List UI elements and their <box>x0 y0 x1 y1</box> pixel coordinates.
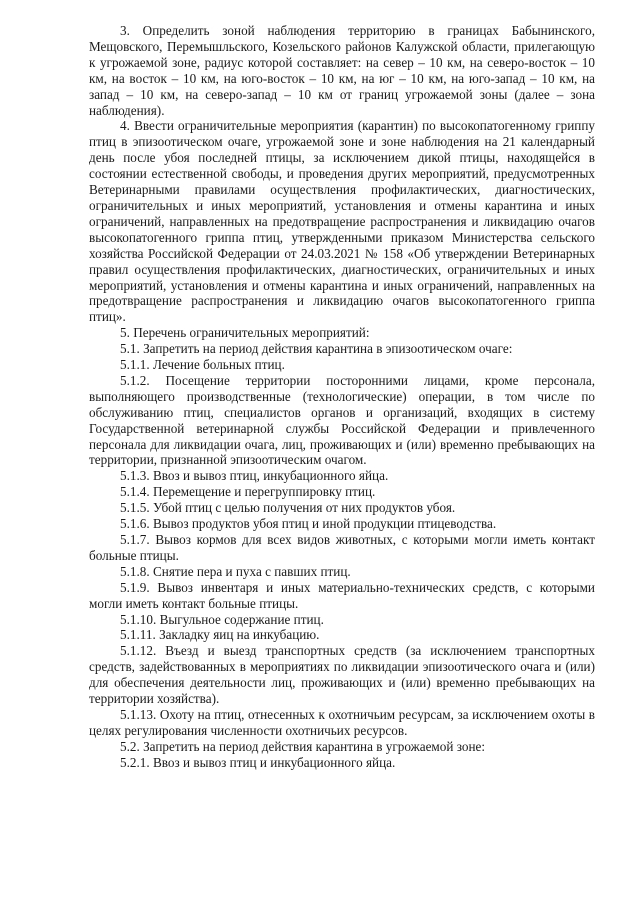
paragraph-3: 3. Определить зоной наблюдения территорию в границах Бабынинского, Мещовского, Перемышльского, Козельского районов Калужской области, прилегающую к угрожаемой зоне, радиус которой составляет: на север – 10 км, на северо-восток – 10 км, на восток – 10 км, на юго-восток – 10 км, на юг – 10 км, на юго-запад – 10 км, на запад – 10 км, на северо-запад – 10 км от границ угрожаемой зоны (далее – зона наблюдения). <box>89 23 595 118</box>
paragraph-5-1: 5.1. Запретить на период действия карантина в эпизоотическом очаге: <box>120 341 513 357</box>
paragraph-5-1-5: 5.1.5. Убой птиц с целью получения от них продуктов убоя. <box>120 500 456 516</box>
paragraph-5-1-8: 5.1.8. Снятие пера и пуха с павших птиц. <box>120 563 351 579</box>
paragraph-5: 5. Перечень ограничительных мероприятий: <box>120 325 370 341</box>
paragraph-5-1-1: 5.1.1. Лечение больных птиц. <box>120 357 285 373</box>
paragraph-5-1-11: 5.1.11. Закладку яиц на инкубацию. <box>120 627 320 643</box>
paragraph-5-1-9: 5.1.9. Вывоз инвентаря и иных материально-технических средств, с которыми могли иметь контакт больные птицы. <box>89 579 595 611</box>
paragraph-5-1-13: 5.1.13. Охоту на птиц, отнесенных к охотничьим ресурсам, за исключением охоты в целях регулирования численности охотничьих ресурсов. <box>89 706 595 738</box>
paragraph-5-1-6: 5.1.6. Вывоз продуктов убоя птиц и иной продукции птицеводства. <box>120 516 497 532</box>
paragraph-5-1-7: 5.1.7. Вывоз кормов для всех видов животных, с которыми могли иметь контакт больные птицы. <box>89 532 595 563</box>
paragraph-5-1-12: 5.1.12. Въезд и выезд транспортных средств (за исключением транспортных средств, задействованных в мероприятиях по ликвидации эпизоотического очага и (или) для обеспечения деятельности лиц, проживающих и (или) временно пребывающих на территории хозяйства). <box>89 643 595 707</box>
paragraph-5-2: 5.2. Запретить на период действия карантина в угрожаемой зоне: <box>120 738 486 754</box>
paragraph-5-1-4: 5.1.4. Перемещение и перегруппировку птиц. <box>120 484 376 500</box>
paragraph-5-1-2: 5.1.2. Посещение территории посторонними лицами, кроме персонала, выполняющего производственные (технологические) операции, в том числе по обслуживанию птиц, специалистов органов и организаций, входящих в систему Государственной ветеринарной службы Российской Федерации и привлеченного персонала для ликвидации очага, лиц, проживающих и (или) временно пребывающих на территории, признанной эпизоотическим очагом. <box>89 372 595 468</box>
document-page <box>89 23 595 771</box>
paragraph-5-1-10: 5.1.10. Выгульное содержание птиц. <box>120 611 324 627</box>
paragraph-5-1-3: 5.1.3. Ввоз и вывоз птиц, инкубационного яйца. <box>120 468 389 484</box>
paragraph-4: 4. Ввести ограничительные мероприятия (карантин) по высокопатогенному гриппу птиц в эпизоотическом очаге, угрожаемой зоне и зоне наблюдения на 21 календарный день после убоя последней птицы, за исключением дикой птицы, находящейся в состоянии естественной свободы, и проведения других мероприятий, предусмотренных Ветеринарными правилами осуществления профилактических, диагностических, ограничительных и иных мероприятий, установления и отмены карантина и иных ограничений, направленных на предотвращение распространения и ликвидацию очагов высокопатогенного гриппа птиц, утвержденными приказом Министерства сельского хозяйства Российской Федерации от 24.03.2021 № 158 «Об утверждении Ветеринарных правил осуществления профилактических, диагностических, ограничительных и иных мероприятий, установления и отмены карантина и иных ограничений, направленных на предотвращение распространения и ликвидацию очагов высокопатогенного гриппа птиц». <box>89 118 595 325</box>
paragraph-5-2-1: 5.2.1. Ввоз и вывоз птиц и инкубационного яйца. <box>120 754 396 770</box>
